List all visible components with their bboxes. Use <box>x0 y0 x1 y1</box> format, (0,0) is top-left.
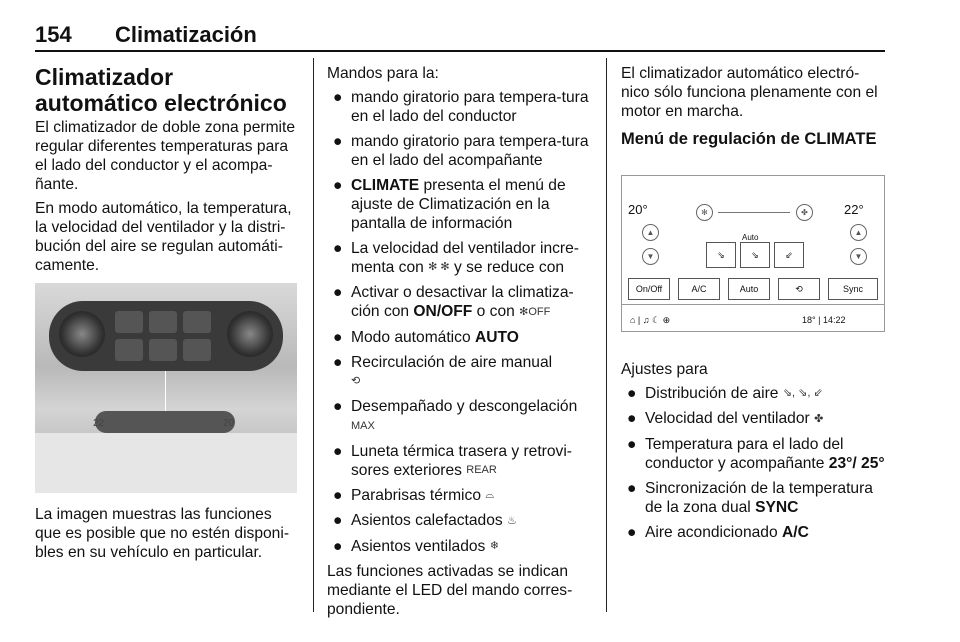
dashboard-lower <box>35 433 297 493</box>
driver-temp-knob <box>59 311 105 357</box>
list-item: ● Velocidad del ventilador ✤ <box>627 410 824 428</box>
column-divider <box>313 58 314 612</box>
panel-button <box>115 311 143 333</box>
list-item: ● CLIMATE presenta el menú de ajuste de Climatización en la pantalla de información <box>333 177 566 232</box>
list-item: ● Recirculación de aire manual ⟲ <box>327 353 592 391</box>
photo-caption: La imagen muestras las funciones que es posible que no estén disponi-bles en su vehículo en particular. <box>35 506 290 561</box>
list-item: ● Activar o desactivar la climatiza-ción con ON/OFF o con ✻OFF <box>333 284 574 321</box>
fan-high-icon: ✤ <box>796 204 813 221</box>
page-number: 154 <box>35 22 72 47</box>
list-item: ● Asientos calefactados ♨ <box>333 512 517 530</box>
status-time: 18° | 14:22 <box>802 315 846 325</box>
section-title: Climatizador automático electrónico <box>35 64 287 116</box>
rear-defrost-icon: REAR <box>466 463 497 476</box>
intro-paragraph: El climatizador de doble zona permite regular diferentes temperaturas para el lado del conductor y el acompa-ñante. <box>35 119 296 193</box>
header-rule <box>35 50 885 52</box>
screen-ac-button: A/C <box>678 278 720 300</box>
led-note: Las funciones activadas se indican mediante el LED del mando corres-pondiente. <box>327 563 573 618</box>
climate-menu-screenshot <box>621 175 885 332</box>
fan-off-icon: ✻OFF <box>519 305 551 318</box>
panel-button <box>183 311 211 333</box>
list-item: ● Asientos ventilados ❄ <box>333 537 499 555</box>
fan-low-icon: ✻ <box>696 204 713 221</box>
air-face-icon: ⇘ <box>706 242 736 268</box>
list-item: ● Modo automático AUTO <box>333 328 519 346</box>
fan-slider <box>718 212 790 213</box>
panel-button <box>149 339 177 361</box>
screen-sync-button: Sync <box>828 278 878 300</box>
middle-column <box>327 64 592 624</box>
screen-status-bar <box>622 304 884 331</box>
control-panel-photo <box>35 283 297 493</box>
screen-temp-left: 20° <box>628 202 648 217</box>
list-item: ● Sincronización de la temperatura de la zona dual SYNC <box>627 479 873 516</box>
air-face-feet-icon: ⇘ <box>740 242 770 268</box>
screen-auto-button: Auto <box>728 278 770 300</box>
controls-intro: Mandos para la: <box>327 65 439 82</box>
column-divider <box>606 58 607 612</box>
temp-down-icon: ▼ <box>850 248 867 265</box>
mini-control-strip <box>95 411 235 433</box>
heated-seat-icon: ♨ <box>507 514 517 527</box>
air-feet-icon: ⇙ <box>774 242 804 268</box>
recirculation-icon: ⟲ <box>351 375 361 388</box>
climate-control-panel <box>49 301 283 371</box>
passenger-temp-knob <box>227 311 273 357</box>
engine-note: El climatizador automático electró-nico sólo funciona plenamente con el motor en marcha. <box>621 65 878 120</box>
photo-temp-right: 20 <box>223 418 235 429</box>
list-item: ● Parabrisas térmico ⌓ <box>333 486 495 504</box>
adjust-list <box>621 384 887 542</box>
screen-recirculation-button: ⟲ <box>778 278 820 300</box>
screen-onoff-button: On/Off <box>628 278 670 300</box>
list-item: ● Temperatura para el lado del conductor y acompañante 23°/ 25° <box>627 435 885 472</box>
temp-up-icon: ▲ <box>642 224 659 241</box>
menu-heading: Menú de regulación de CLIMATE <box>621 130 877 148</box>
screen-auto-label: Auto <box>742 233 759 242</box>
panel-button <box>115 339 143 361</box>
list-item: ● mando giratorio para tempera-tura en el lado del conductor <box>333 89 589 125</box>
controls-list <box>327 88 592 556</box>
ventilated-seat-icon: ❄ <box>489 540 499 552</box>
page-header <box>35 22 885 50</box>
callout-line <box>165 371 166 415</box>
list-item: ● La velocidad del ventilador incre-menta con ✻ ✻ y se reduce con <box>333 240 579 276</box>
list-item: ● Aire acondicionado A/C <box>627 523 809 541</box>
photo-temp-left: 22 <box>93 418 105 429</box>
chapter-title: Climatización <box>115 22 257 47</box>
adjust-intro: Ajustes para <box>621 361 708 378</box>
fan-symbol-icon: ✻ ✻ <box>428 261 450 274</box>
temp-up-icon: ▲ <box>850 224 867 241</box>
list-item: ● mando giratorio para tempera-tura en el lado del acompañante <box>333 133 589 169</box>
defrost-max-icon: MAX <box>351 419 375 432</box>
list-item: ● Desempañado y descongelación MAX <box>327 397 592 435</box>
list-item: ● Luneta térmica trasera y retrovi-sores exteriores REAR <box>333 442 572 479</box>
home-icon: ⌂ | ♫ ☾ ⊕ <box>630 315 671 325</box>
temp-down-icon: ▼ <box>642 248 659 265</box>
screen-temp-right: 22° <box>844 202 864 217</box>
air-distribution-icon: ⇘, ⇘, ⇙ <box>782 387 823 400</box>
left-column <box>35 64 300 567</box>
list-item: ● Distribución de aire ⇘, ⇘, ⇙ <box>627 385 823 402</box>
panel-button <box>183 339 211 361</box>
heated-windscreen-icon: ⌓ <box>485 489 495 502</box>
auto-mode-paragraph: En modo automático, la temperatura, la velocidad del ventilador y la distri-bución del aire se regulan automáti-camente. <box>35 200 292 274</box>
panel-button <box>149 311 177 333</box>
right-column <box>621 64 887 548</box>
fan-speed-icon: ✤ <box>814 412 824 425</box>
